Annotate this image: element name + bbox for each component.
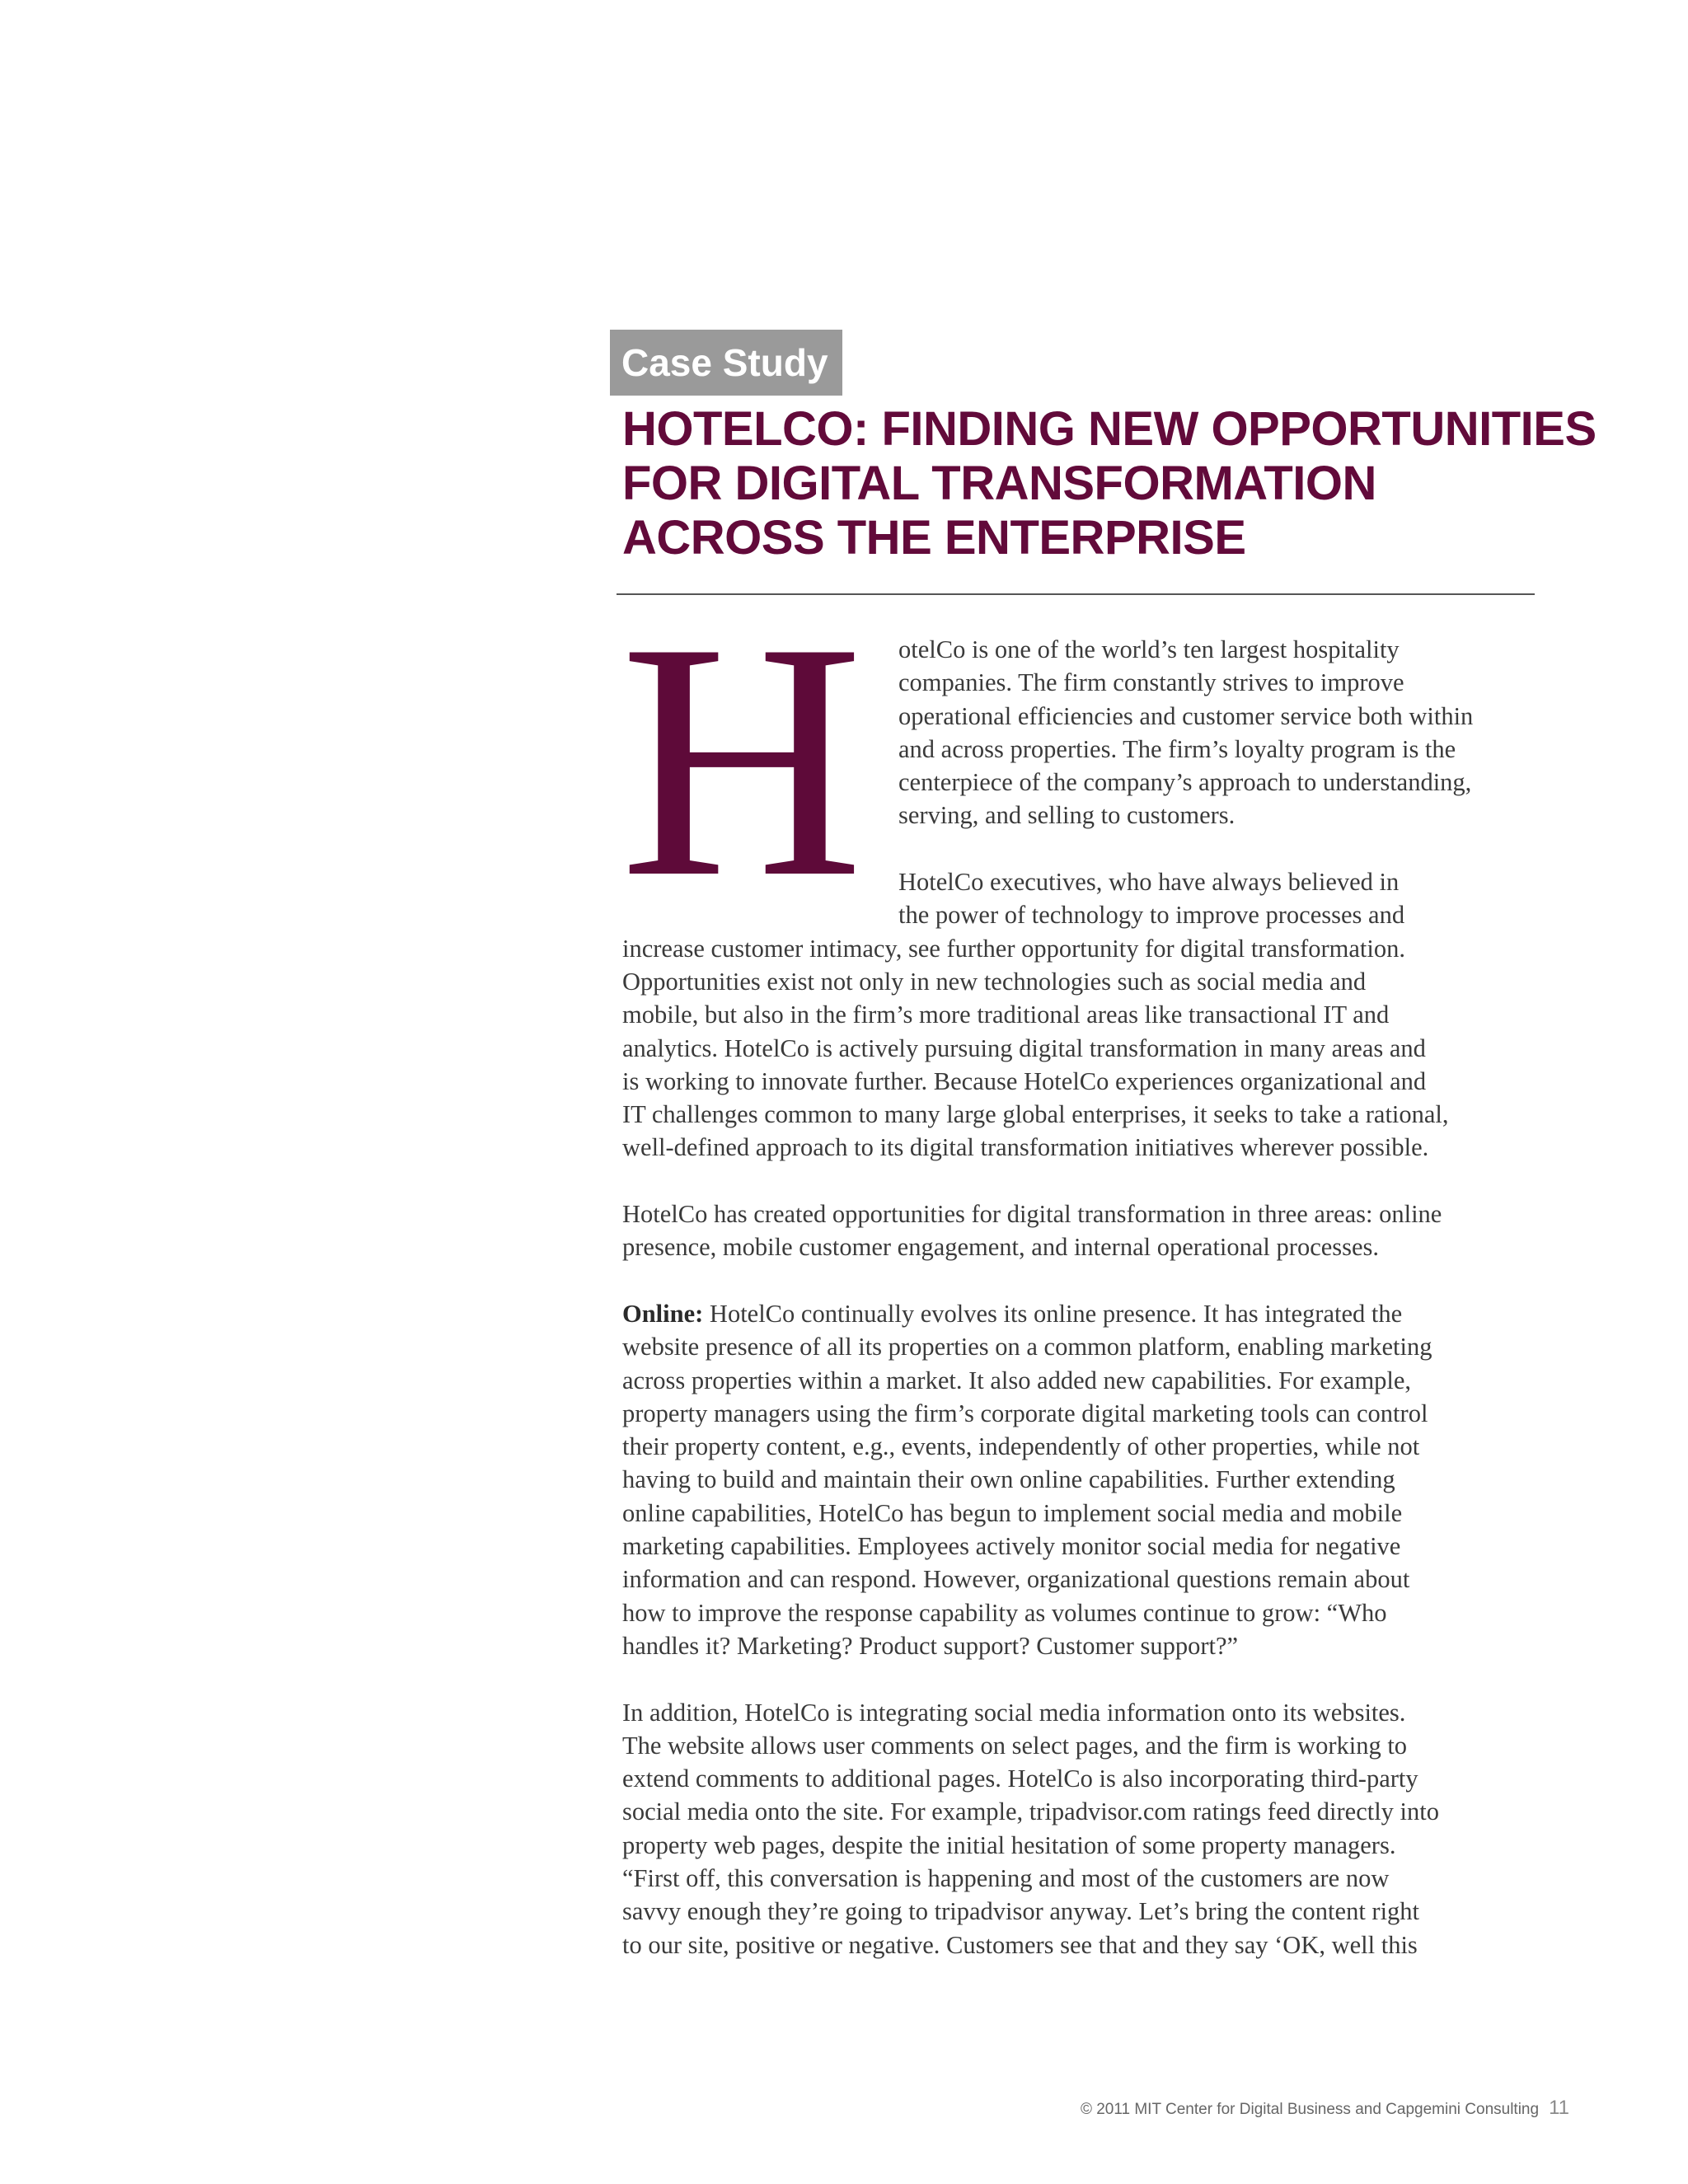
text-line: [622, 1297, 1567, 1330]
title-line: ACROSS THE ENTERPRISE: [622, 511, 1246, 565]
text-line: marketing capabilities. Employees actively monitor social media for negative: [622, 1532, 1401, 1561]
text-line: mobile, but also in the firm’s more traditional areas like transactional IT and: [622, 1001, 1390, 1029]
text-line: having to build and maintain their own online capabilities. Further extending: [622, 1465, 1395, 1494]
text-line: is working to innovate further. Because HotelCo experiences organizational and: [622, 1066, 1427, 1095]
title-line: HOTELCO: FINDING NEW OPPORTUNITIES: [622, 402, 1597, 456]
text-line: increase customer intimacy, see further opportunity for digital transformation.: [622, 934, 1405, 963]
drop-cap: H: [620, 573, 865, 947]
text-line: In addition, HotelCo is integrating social media information onto its websites.: [622, 1698, 1406, 1727]
text-line: property web pages, despite the initial hesitation of some property managers.: [622, 1830, 1396, 1859]
text-line: extend comments to additional pages. HotelCo is also incorporating third-party: [622, 1765, 1418, 1793]
text-line: well-defined approach to its digital transformation initiatives wherever possible.: [622, 1133, 1429, 1162]
text-line: HotelCo executives, who have always believed in: [898, 868, 1400, 897]
text-line: otelCo is one of the world’s ten largest hospitality: [898, 635, 1400, 663]
page-footer: [907, 2098, 1569, 2120]
text-line: savvy enough they’re going to tripadvisor anyway. Let’s bring the content right: [622, 1897, 1420, 1926]
title-line: FOR DIGITAL TRANSFORMATION: [622, 457, 1376, 510]
text-line: handles it? Marketing? Product support? Customer support?”: [622, 1631, 1239, 1660]
text-line: social media onto the site. For example, tripadvisor.com ratings feed directly into: [622, 1797, 1439, 1826]
drop-cap-space: [622, 633, 898, 890]
paragraph-intro: [622, 633, 1567, 832]
text-line: the power of technology to improve processes and: [898, 901, 1405, 930]
text-line: presence, mobile customer engagement, and internal operational processes.: [622, 1233, 1380, 1262]
text-line: and across properties. The firm’s loyalty program is the: [898, 734, 1456, 763]
paragraph-three-areas: [622, 1197, 1567, 1264]
case-study-tag: Case Study: [610, 330, 842, 396]
paragraph-online: [622, 1297, 1567, 1662]
article-title: [622, 402, 1595, 565]
text-line-rest: HotelCo continually evolves its online presence. It has integrated the: [703, 1299, 1403, 1328]
text-line: website presence of all its properties on a common platform, enabling marketing: [622, 1333, 1432, 1361]
paragraph-executives: [622, 865, 1567, 1165]
text-line: information and can respond. However, organizational questions remain about: [622, 1565, 1410, 1594]
article-body: [622, 633, 1567, 1994]
paragraph-social-media: [622, 1696, 1567, 1961]
text-line: how to improve the response capability as volumes continue to grow: “Who: [622, 1598, 1387, 1627]
text-line: companies. The firm constantly strives to improve: [898, 668, 1404, 697]
text-line: to our site, positive or negative. Customers see that and they say ‘OK, well this: [622, 1930, 1418, 1959]
text-line: online capabilities, HotelCo has begun to implement social media and mobile: [622, 1498, 1403, 1527]
text-line: Opportunities exist not only in new technologies such as social media and: [622, 967, 1367, 996]
text-line: HotelCo has created opportunities for digital transformation in three areas: online: [622, 1200, 1442, 1229]
text-line: IT challenges common to many large global enterprises, it seeks to take a rational,: [622, 1100, 1449, 1129]
text-line: across properties within a market. It also added new capabilities. For example,: [622, 1366, 1412, 1394]
text-line: analytics. HotelCo is actively pursuing digital transformation in many areas and: [622, 1033, 1426, 1062]
text-line: The website allows user comments on select pages, and the firm is working to: [622, 1731, 1408, 1760]
text-line: their property content, e.g., events, independently of other properties, while not: [622, 1432, 1420, 1461]
text-line: “First off, this conversation is happening and most of the customers are now: [622, 1863, 1390, 1892]
text-line: property managers using the firm’s corporate digital marketing tools can control: [622, 1399, 1428, 1427]
text-line: operational efficiencies and customer service both within: [898, 701, 1474, 730]
copyright-notice: © 2011 MIT Center for Digital Business and Capgemini Consulting: [1080, 2101, 1540, 2118]
online-label: Online:: [622, 1299, 704, 1328]
text-line: centerpiece of the company’s approach to understanding,: [898, 768, 1472, 797]
text-line: serving, and selling to customers.: [898, 801, 1236, 830]
page-number: 11: [1549, 2097, 1569, 2119]
